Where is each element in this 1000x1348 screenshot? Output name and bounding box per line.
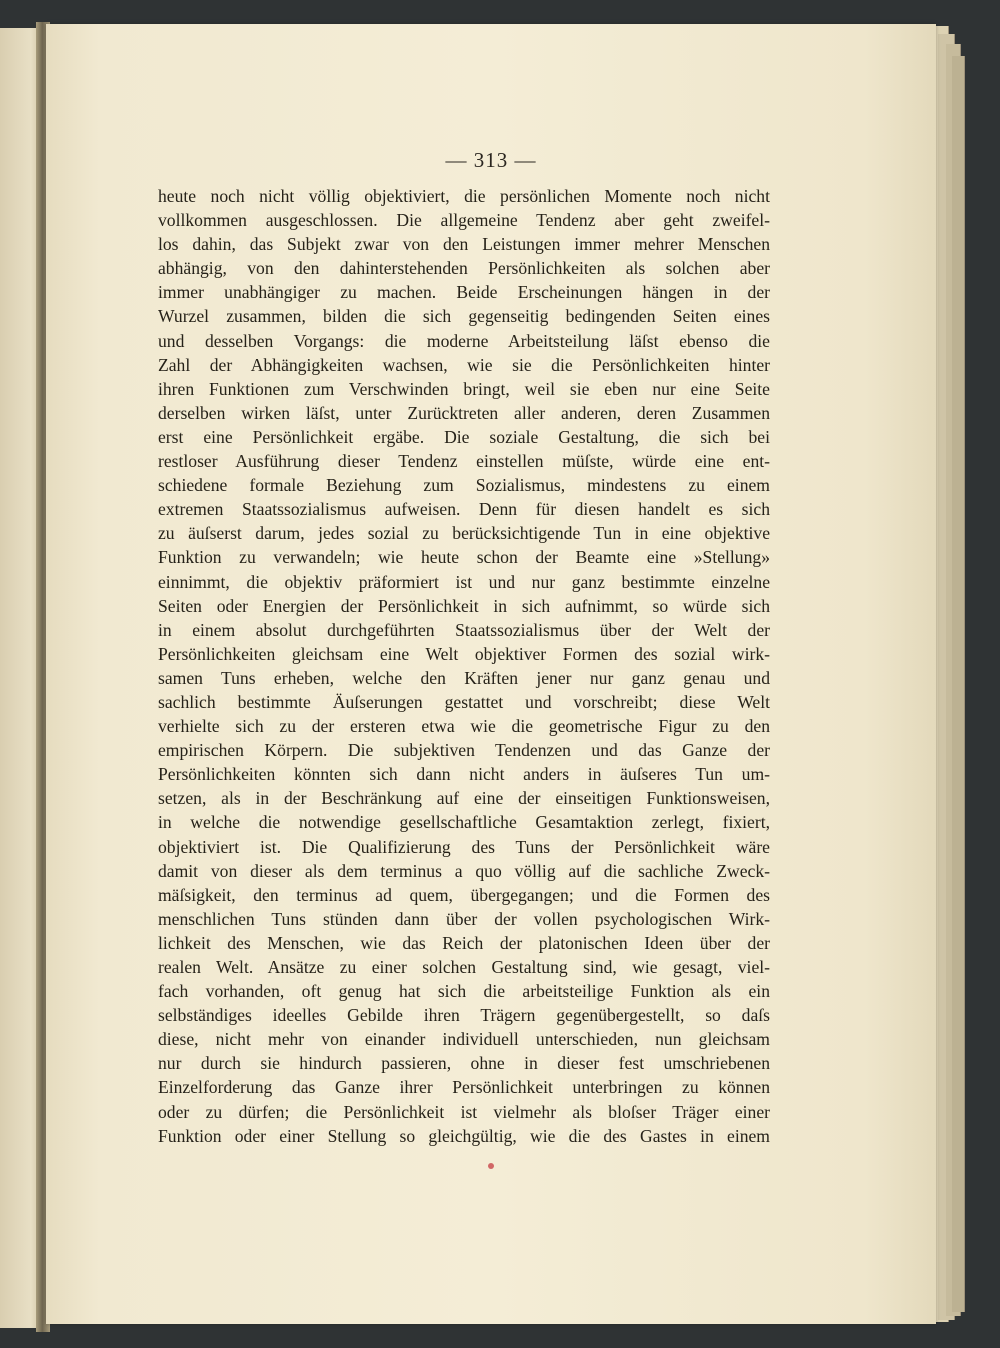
red-ink-spot <box>488 1163 494 1169</box>
text-line: mäſsigkeit, den terminus ad quem, übergegangen; und die Formen des <box>158 884 770 905</box>
page-stack-edge <box>952 56 965 1312</box>
text-line: damit von dieser als dem terminus a quo völlig auf die sachliche Zweck- <box>158 860 770 881</box>
text-line: Zahl der Abhängigkeiten wachsen, wie sie die Persönlichkeiten hinter <box>158 354 770 375</box>
text-line: in einem absolut durchgeführten Staatssozialismus über der Welt der <box>158 619 770 640</box>
text-line: verhielte sich zu der ersteren etwa wie die geometrische Figur zu den <box>158 716 770 737</box>
text-line: menschlichen Tuns stünden dann über der vollen psychologischen Wirk- <box>158 908 770 929</box>
text-line: los dahin, das Subjekt zwar von den Leistungen immer mehrer Menschen <box>158 234 770 255</box>
text-line: Seiten oder Energien der Persönlichkeit in sich aufnimmt, so würde sich <box>158 595 770 616</box>
text-line: empirischen Körpern. Die subjektiven Tendenzen und das Ganze der <box>158 740 770 761</box>
page-number: — 313 — <box>445 148 537 172</box>
text-line: realen Welt. Ansätze zu einer solchen Gestaltung sind, wie gesagt, viel- <box>158 957 770 977</box>
book-page <box>46 24 936 1324</box>
text-line: objektiviert ist. Die Qualifizierung des Tuns der Persönlichkeit wäre <box>158 836 770 857</box>
text-line: zu äuſserst darum, jedes sozial zu berücksichtigende Tun in eine objektive <box>158 523 770 544</box>
text-line: erst eine Persönlichkeit ergäbe. Die soziale Gestaltung, die sich bei <box>158 426 770 447</box>
text-line: Wurzel zusammen, bilden die sich gegenseitig bedingenden Seiten eines <box>158 306 770 327</box>
text-line: fach vorhanden, oft genug hat sich die arbeitsteilige Funktion als ein <box>158 981 770 1002</box>
text-line: derselben wirken läſst, unter Zurücktreten aller anderen, deren Zusammen <box>158 402 770 423</box>
text-line: in welche die notwendige gesellschaftliche Gesamtaktion zerlegt, fixiert, <box>158 812 770 833</box>
text-line: schiedene formale Beziehung zum Sozialismus, mindestens zu einem <box>158 475 770 496</box>
text-line: und desselben Vorgangs: die moderne Arbeitsteilung läſst ebenso die <box>158 330 770 351</box>
text-line: lichkeit des Menschen, wie das Reich der platonischen Ideen über der <box>158 932 770 953</box>
text-line: ihren Funktionen zum Verschwinden bringt, weil sie eben nur eine Seite <box>158 378 770 399</box>
text-line: Einzelforderung das Ganze ihrer Persönlichkeit unterbringen zu können <box>158 1077 770 1098</box>
text-line: Funktion zu verwandeln; wie heute schon der Beamte eine »Stellung» <box>158 547 770 568</box>
text-line: abhängig, von den dahinterstehenden Persönlichkeiten als solchen aber <box>158 258 770 279</box>
text-line: selbständiges ideelles Gebilde ihren Trägern gegenübergestellt, so daſs <box>158 1005 770 1026</box>
text-line: Persönlichkeiten gleichsam eine Welt objektiver Formen des sozial wirk- <box>158 643 770 664</box>
text-line: oder zu dürfen; die Persönlichkeit ist vielmehr als bloſser Träger einer <box>158 1101 770 1122</box>
text-line: extremen Staatssozialismus aufweisen. Denn für diesen handelt es sich <box>158 499 770 520</box>
text-line: setzen, als in der Beschränkung auf eine der einseitigen Funktionsweisen, <box>158 788 770 809</box>
text-line: diese, nicht mehr von einander individuell unterschieden, nun gleichsam <box>158 1029 770 1050</box>
text-line: Persönlichkeiten könnten sich dann nicht anders in äuſseres Tun um- <box>158 764 770 785</box>
text-line: samen Tuns erheben, welche den Kräften jener nur ganz genau und <box>158 667 770 688</box>
text-line: vollkommen ausgeschlossen. Die allgemeine Tendenz aber geht zweifel- <box>158 210 770 231</box>
text-line: einnimmt, die objektiv präformiert ist und nur ganz bestimmte einzelne <box>158 571 770 592</box>
text-line: Funktion oder einer Stellung so gleichgültig, wie die des Gastes in einem <box>158 1125 770 1146</box>
text-line: sachlich bestimmte Äuſserungen gestattet und vorschreibt; diese Welt <box>158 691 770 712</box>
text-line: heute noch nicht völlig objektiviert, die persönlichen Momente noch nicht <box>158 186 770 206</box>
body-text <box>158 184 770 1148</box>
text-line: immer unabhängiger zu machen. Beide Erscheinungen hängen in der <box>158 282 770 303</box>
text-line: nur durch sie hindurch passieren, ohne in dieser fest umschriebenen <box>158 1053 770 1074</box>
text-line: restloser Ausführung dieser Tendenz einstellen müſste, würde eine ent- <box>158 451 770 472</box>
